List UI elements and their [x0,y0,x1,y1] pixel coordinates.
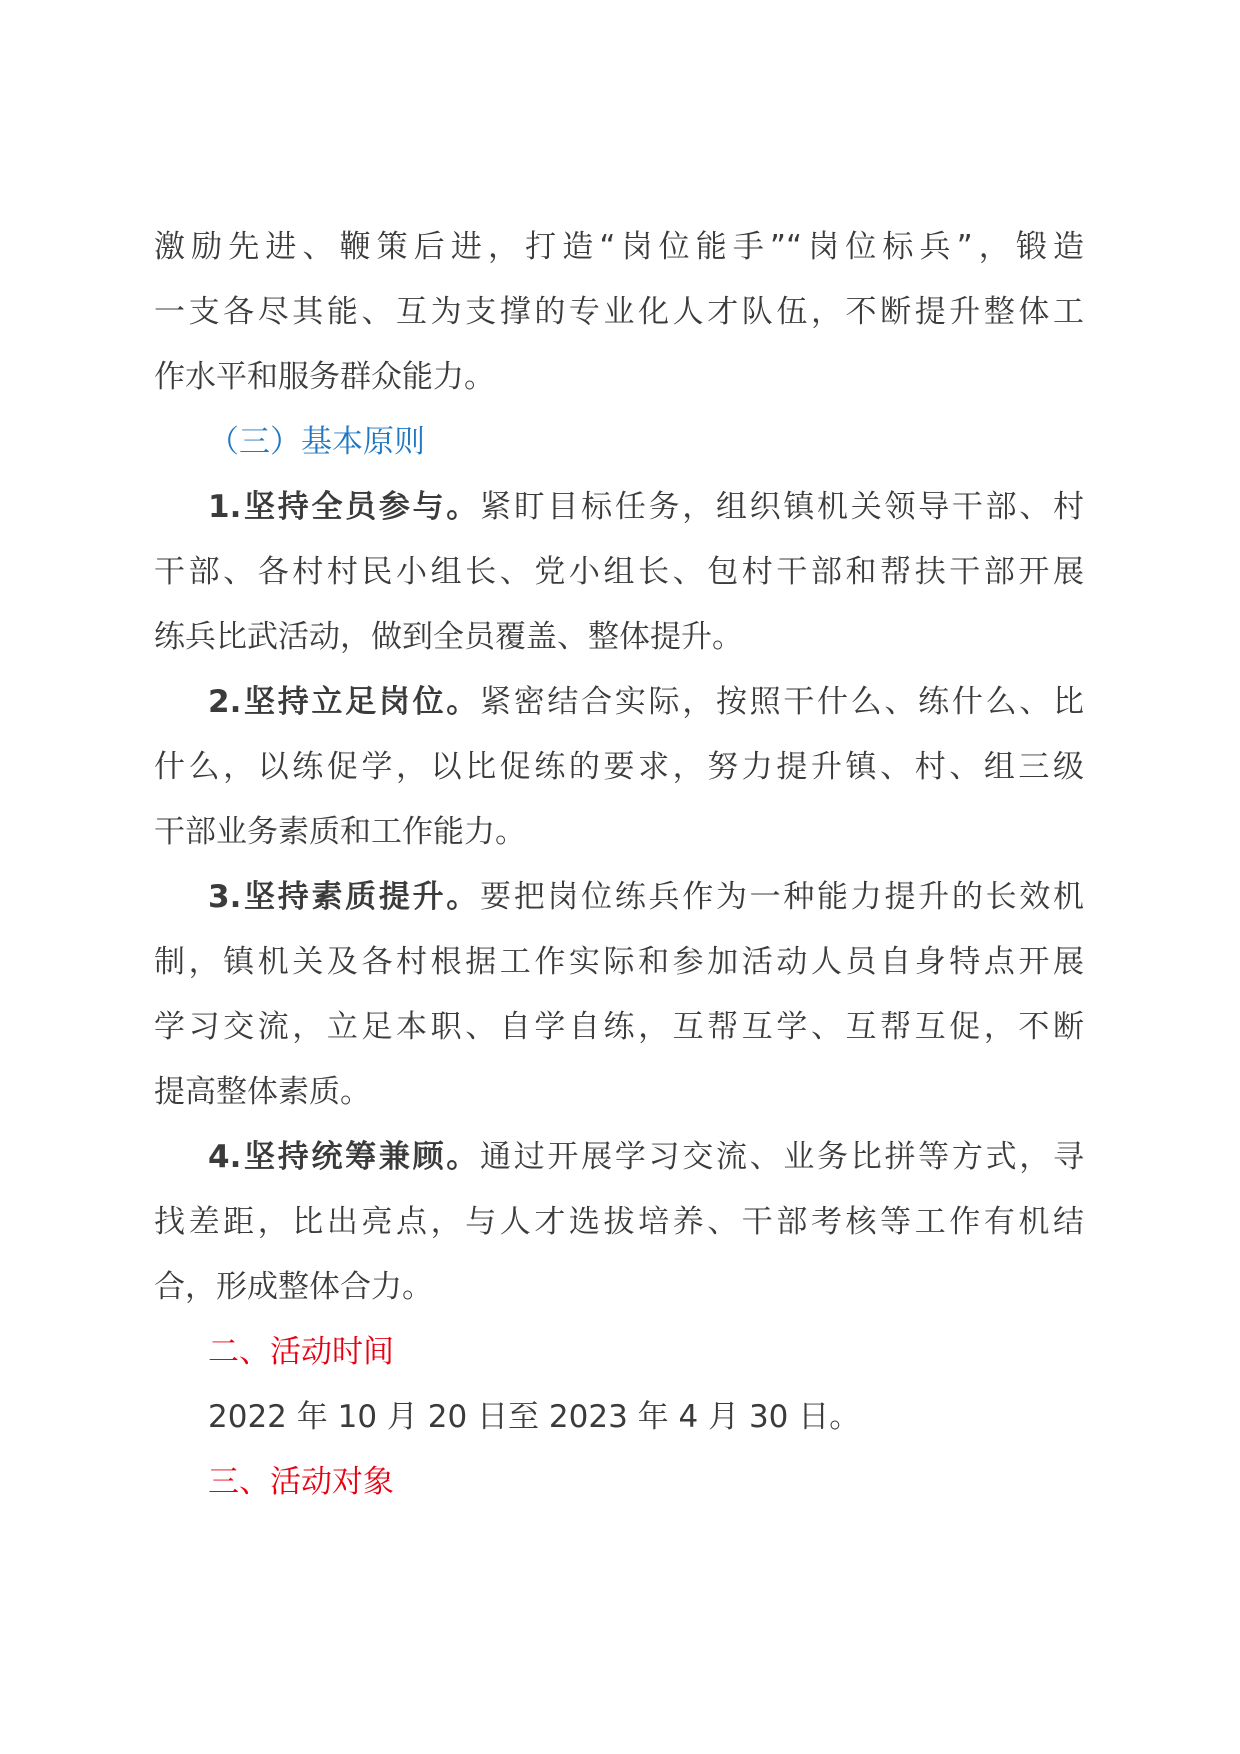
text-line: 提高整体素质。 [154,1074,371,1110]
principle-item-2 [154,670,1084,865]
intro-paragraph [154,215,1084,410]
text-line [154,1125,1084,1190]
principle-title: 2.坚持立足岗位。 [208,684,480,720]
text-line: 练兵比武活动，做到全员覆盖、整体提升。 [154,619,743,655]
section-heading-activity-targets: 三、活动对象 [208,1464,394,1500]
text-line: 制，镇机关及各村根据工作实际和参加活动人员自身特点开展 [154,944,1084,980]
principle-item-1 [154,475,1084,670]
text-line [154,670,1084,735]
text-line: 干部、各村村民小组长、党小组长、包村干部和帮扶干部开展 [154,554,1084,590]
principle-text: 要把岗位练兵作为一种能力提升的长效机 [480,879,1084,915]
text-line: 什么，以练促学，以比促练的要求，努力提升镇、村、组三级 [154,749,1084,785]
text-line: 作水平和服务群众能力。 [154,359,495,395]
section-heading-activity-time: 二、活动时间 [208,1334,394,1370]
text-line: 找差距，比出亮点，与人才选拔培养、干部考核等工作有机结 [154,1204,1084,1240]
text-line: 学习交流，立足本职、自学自练，互帮互学、互帮互促，不断 [154,1009,1084,1045]
document-page [154,215,1084,1515]
text-line [154,865,1084,930]
text-line: 干部业务素质和工作能力。 [154,814,526,850]
principle-text: 通过开展学习交流、业务比拼等方式，寻 [480,1139,1084,1175]
principle-text: 紧密结合实际，按照干什么、练什么、比 [480,684,1084,720]
principle-item-4 [154,1125,1084,1320]
text-line [154,475,1084,540]
activity-time-text: 2022 年 10 月 20 日至 2023 年 4 月 30 日。 [208,1399,861,1435]
principle-title: 1.坚持全员参与。 [208,489,480,525]
principle-text: 紧盯目标任务，组织镇机关领导干部、村 [480,489,1084,525]
principle-item-3 [154,865,1084,1125]
text-line: 合，形成整体合力。 [154,1269,433,1305]
text-line: 一支各尽其能、互为支撑的专业化人才队伍，不断提升整体工 [154,294,1084,330]
principle-title: 4.坚持统筹兼顾。 [208,1139,480,1175]
text-line: 激励先进、鞭策后进，打造“岗位能手”“岗位标兵”，锻造 [154,229,1084,265]
principle-title: 3.坚持素质提升。 [208,879,480,915]
section-heading-basic-principles: （三）基本原则 [208,424,425,460]
